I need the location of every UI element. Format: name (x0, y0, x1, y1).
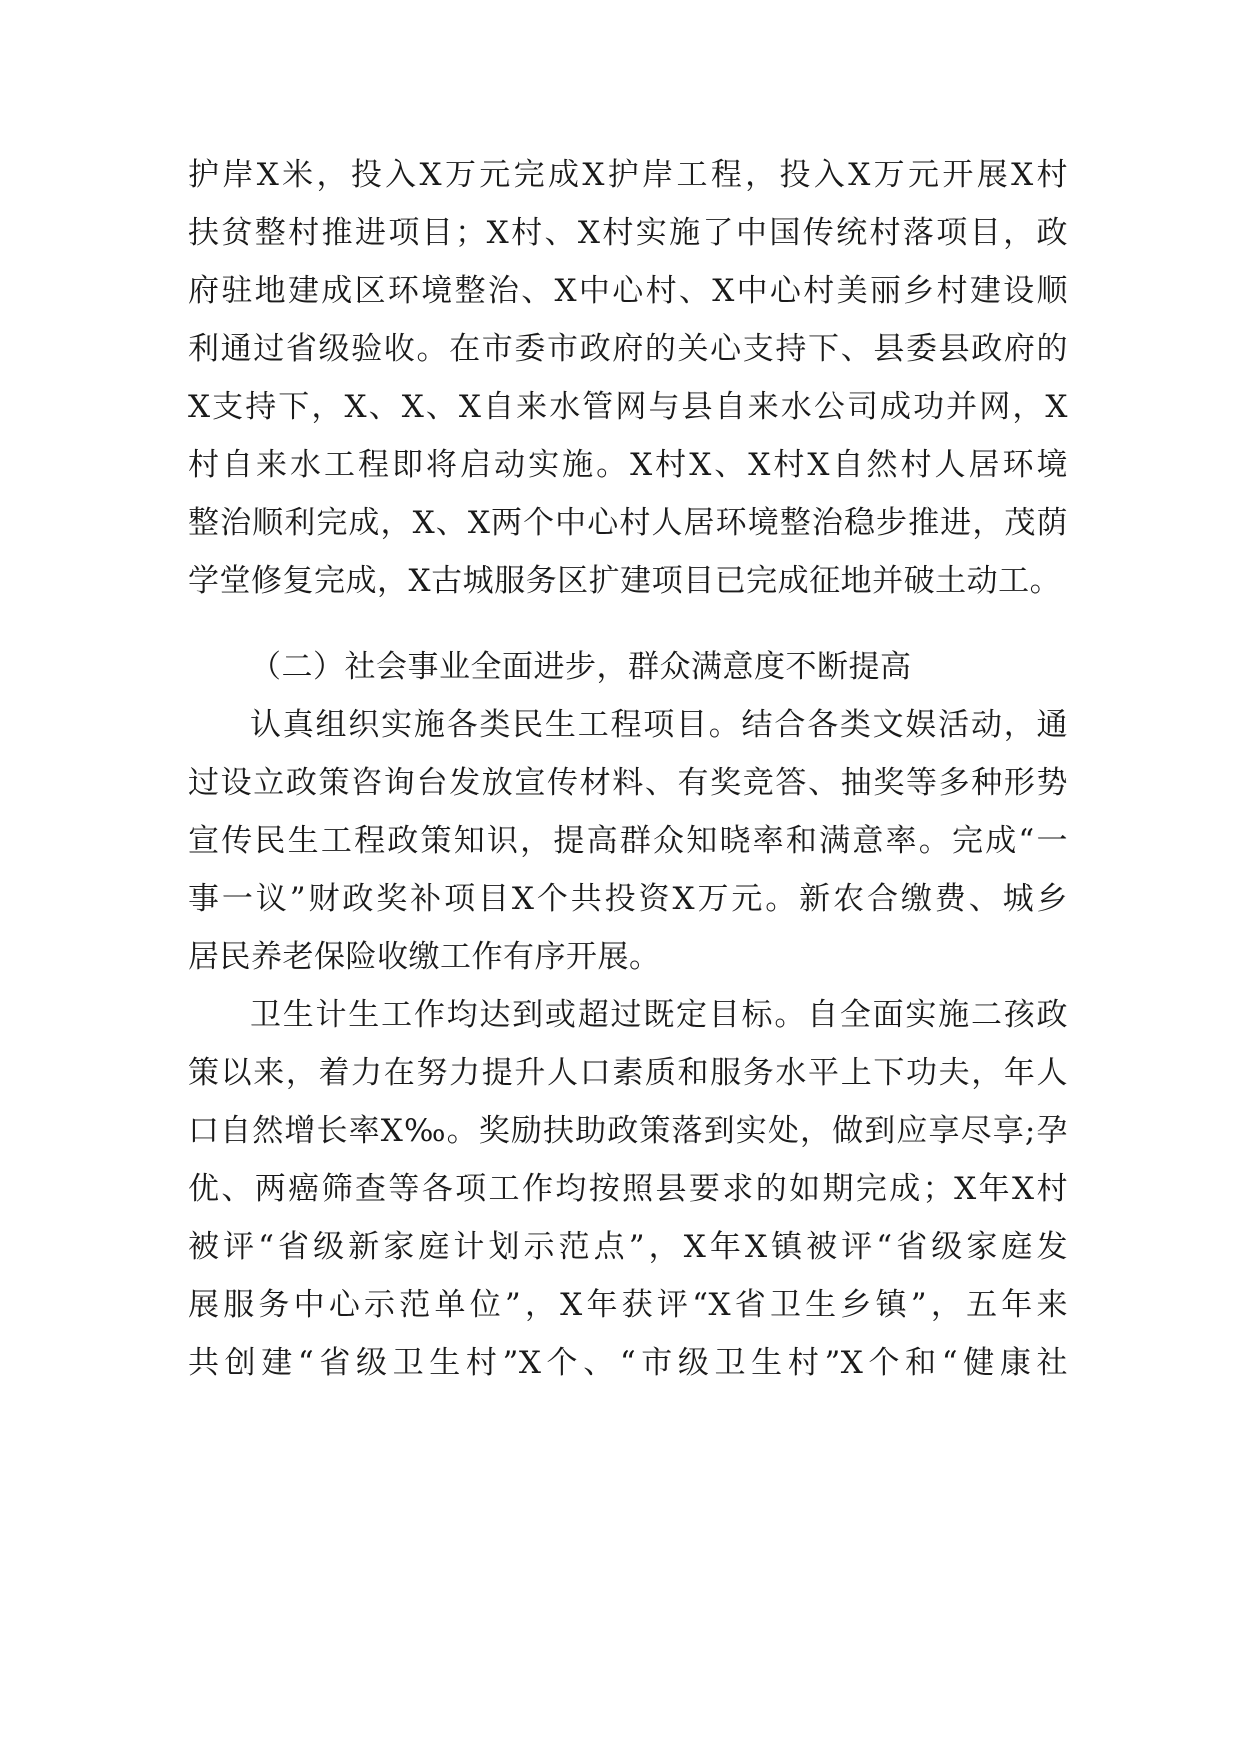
text-line: 扶贫整村推进项目；X村、X村实施了中国传统村落项目，政 (188, 215, 1068, 251)
section-heading: （二）社会事业全面进步，群众满意度不断提高 (250, 649, 912, 685)
text-line: 事一议”财政奖补项目X个共投资X万元。新农合缴费、城乡 (188, 881, 1068, 917)
text-line: 共创建“省级卫生村”X个、“市级卫生村”X个和“健康社 (188, 1345, 1068, 1381)
text-line: 居民养老保险收缴工作有序开展。 (188, 939, 661, 975)
text-line: 学堂修复完成，X古城服务区扩建项目已完成征地并破土动工。 (188, 563, 1062, 599)
text-line: 府驻地建成区环境整治、X中心村、X中心村美丽乡村建设顺 (188, 273, 1068, 309)
paragraph-first-line: 卫生计生工作均达到或超过既定目标。自全面实施二孩政 (250, 997, 1068, 1033)
paragraph-first-line: 认真组织实施各类民生工程项目。结合各类文娱活动，通 (250, 707, 1068, 743)
text-line: X支持下，X、X、X自来水管网与县自来水公司成功并网，X (188, 389, 1068, 425)
text-line: 利通过省级验收。在市委市政府的关心支持下、县委县政府的 (188, 331, 1068, 367)
text-line: 整治顺利完成，X、X两个中心村人居环境整治稳步推进，茂荫 (188, 505, 1068, 541)
text-line: 过设立政策咨询台发放宣传材料、有奖竞答、抽奖等多种形势 (188, 765, 1068, 801)
text-line: 口自然增长率X‰。奖励扶助政策落到实处，做到应享尽享;孕 (188, 1113, 1068, 1149)
text-line: 被评“省级新家庭计划示范点”，X年X镇被评“省级家庭发 (188, 1229, 1068, 1265)
text-line: 村自来水工程即将启动实施。X村X、X村X自然村人居环境 (188, 447, 1068, 483)
text-line: 宣传民生工程政策知识，提高群众知晓率和满意率。完成“一 (188, 823, 1068, 859)
text-line: 优、两癌筛查等各项工作均按照县要求的如期完成；X年X村 (188, 1171, 1068, 1207)
text-line: 护岸X米，投入X万元完成X护岸工程，投入X万元开展X村 (188, 157, 1068, 193)
text-line: 策以来，着力在努力提升人口素质和服务水平上下功夫，年人 (188, 1055, 1068, 1091)
text-line: 展服务中心示范单位”，X年获评“X省卫生乡镇”，五年来 (188, 1287, 1068, 1323)
